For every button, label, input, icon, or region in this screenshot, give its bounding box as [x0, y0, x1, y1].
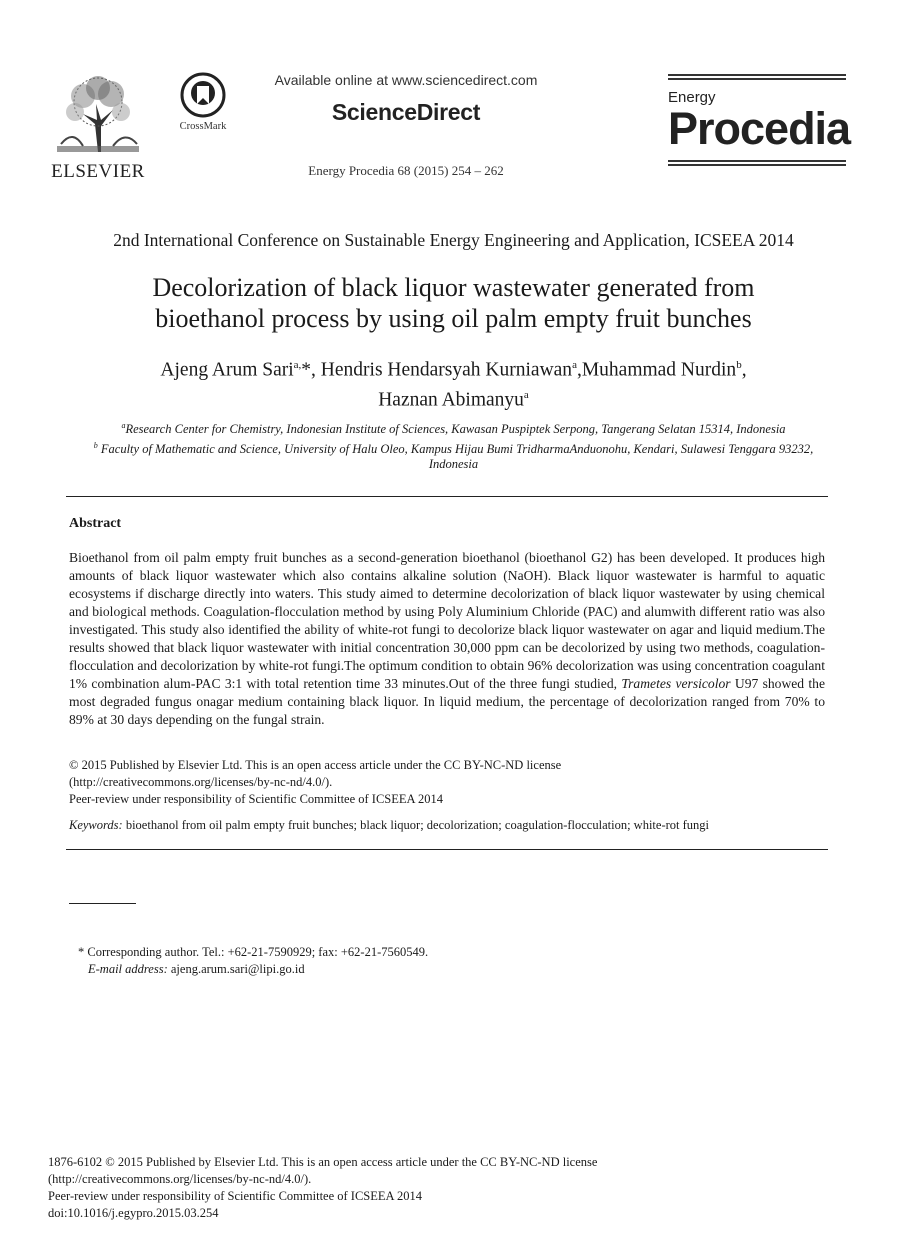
issn-copyright-line: 1876-6102 © 2015 Published by Elsevier Ltd. This is an open access article under the CC BY-NC-ND license	[48, 1155, 598, 1169]
author-line-2	[40, 383, 867, 413]
author-line-1	[40, 353, 867, 383]
affiliation-a	[60, 418, 847, 438]
energy-procedia-logo	[668, 74, 851, 168]
corresponding-footnote	[78, 944, 428, 978]
keywords-text: bioethanol from oil palm empty fruit bunches; black liquor; decolorization; coagulation-flocculation; white-rot fungi	[122, 818, 710, 832]
author-affil-sup: a,	[293, 359, 302, 371]
procedia-top-rule	[668, 74, 846, 76]
author-name: Ajeng Arum Sari	[160, 359, 294, 381]
crossmark-icon	[180, 72, 226, 118]
doi-link[interactable]: doi:10.1016/j.egypro.2015.03.254	[48, 1206, 219, 1220]
license-line: © 2015 Published by Elsevier Ltd. This is an open access article under the CC BY-NC-ND license	[69, 758, 562, 772]
elsevier-logo	[50, 74, 146, 182]
procedia-bottom-rule-2	[668, 164, 846, 166]
author-separator: ,	[741, 359, 747, 381]
affiliation-b-country: Indonesia	[428, 457, 479, 472]
section-divider-top	[66, 496, 828, 497]
procedia-energy-label: Energy	[668, 89, 716, 106]
footer-peer-review: Peer-review under responsibility of Scientific Committee of ICSEEA 2014	[48, 1189, 422, 1203]
conference-name: 2nd International Conference on Sustainable Energy Engineering and Application, ICSEEA 2014	[113, 230, 794, 250]
corresponding-mark: *,	[301, 359, 321, 381]
keywords-line	[69, 818, 825, 833]
crossmark-label: CrossMark	[179, 121, 227, 132]
footer-license-link[interactable]: (http://creativecommons.org/licenses/by-nc-nd/4.0/).	[48, 1172, 312, 1186]
affil-text: Research Center for Chemistry, Indonesian Institute of Sciences, Kawasan Puspiptek Serpong, Tangerang Selatan 15314, Indonesia	[125, 422, 786, 437]
license-block	[69, 757, 825, 808]
author-name: Haznan Abimanyu	[378, 389, 524, 410]
affil-sup: b	[93, 440, 98, 450]
title-line-2: bioethanol process by using oil palm empty fruit bunches	[155, 304, 752, 333]
abstract-body	[69, 549, 825, 729]
email-label: E-mail address:	[88, 962, 168, 976]
paper-title	[40, 272, 867, 334]
journal-reference: Energy Procedia 68 (2015) 254 – 262	[308, 163, 504, 178]
available-online-text: Available online at www.sciencedirect.com	[274, 72, 538, 88]
author-name: Hendris Hendarsyah Kurniawan	[320, 359, 573, 381]
keywords-label: Keywords:	[69, 818, 123, 832]
author-name: ,Muhammad Nurdin	[576, 359, 737, 381]
author-list	[40, 353, 867, 412]
footnote-rule	[69, 903, 136, 904]
affiliation-b	[60, 438, 847, 458]
procedia-bottom-rule	[668, 160, 846, 162]
procedia-wordmark: Procedia	[668, 103, 851, 154]
elsevier-wordmark: ELSEVIER	[51, 161, 145, 182]
corresponding-author-line: * Corresponding author. Tel.: +62-21-7590929; fax: +62-21-7560549.	[78, 945, 429, 959]
copyright-footer	[48, 1154, 597, 1222]
peer-review-line: Peer-review under responsibility of Scientific Committee of ICSEEA 2014	[69, 792, 443, 806]
abstract-text: Bioethanol from oil palm empty fruit bunches as a second-generation bioethanol (bioethanol G2) has been developed. It produces high amounts of black liquor wastewater which also contains alkaline solution (NaOH). Black liquor wastewater is harmful to aquatic ecosystems if discharge directly into waters. This study aimed to determine decolorization of black liquor wastewater by using chemical and biological methods. Coagulation-flocculation method by using Poly Aluminium Chloride (PAC) and alumwith different ratio was also investigated. This study also identified the ability of white-rot fungi to decolorize black liquor wastewater on agar and liquid medium.The results showed that black liquor wastewater with initial concentration 30,000 ppm can be decolorized by using two methods, coagulation-flocculation and decolorization by white-rot fungi.The optimum condition to obtain 96% decolorization was using concentration coagulant 1% combination alum-PAC 3:1 with total retention time 33 minutes.Out of the three fungi studied,	[69, 550, 825, 691]
email-link[interactable]: ajeng.arum.sari@lipi.go.id	[167, 962, 305, 976]
affil-text: Faculty of Mathematic and Science, University of Halu Oleo, Kampus Hijau Bumi TridharmaAnduonohu, Kendari, Sulawesi Tenggara 93232,	[97, 441, 814, 456]
title-line-1: Decolorization of black liquor wastewater generated from	[152, 273, 755, 302]
elsevier-tree-icon	[53, 74, 143, 154]
license-link[interactable]: (http://creativecommons.org/licenses/by-nc-nd/4.0/).	[69, 775, 333, 789]
author-affil-sup: b	[736, 359, 742, 371]
email-line	[78, 961, 428, 978]
affil-sup: a	[121, 421, 126, 430]
section-divider-bottom	[66, 849, 828, 850]
sciencedirect-wordmark: ScienceDirect	[331, 99, 481, 125]
author-affil-sup: a	[523, 388, 529, 401]
abstract-heading: Abstract	[69, 516, 122, 531]
crossmark-badge[interactable]	[172, 72, 234, 132]
species-name: Trametes versicolor	[621, 676, 731, 691]
author-affil-sup: a	[572, 359, 577, 371]
affiliations	[60, 418, 847, 473]
procedia-top-rule-2	[668, 78, 846, 80]
abstract-text: U97 showed the most degraded fungus onagar medium containing black liquor. In liquid medium, the percentage of decolorization ranged from 70% to 89% at 30 days depending on the fungal strain.	[69, 676, 825, 727]
